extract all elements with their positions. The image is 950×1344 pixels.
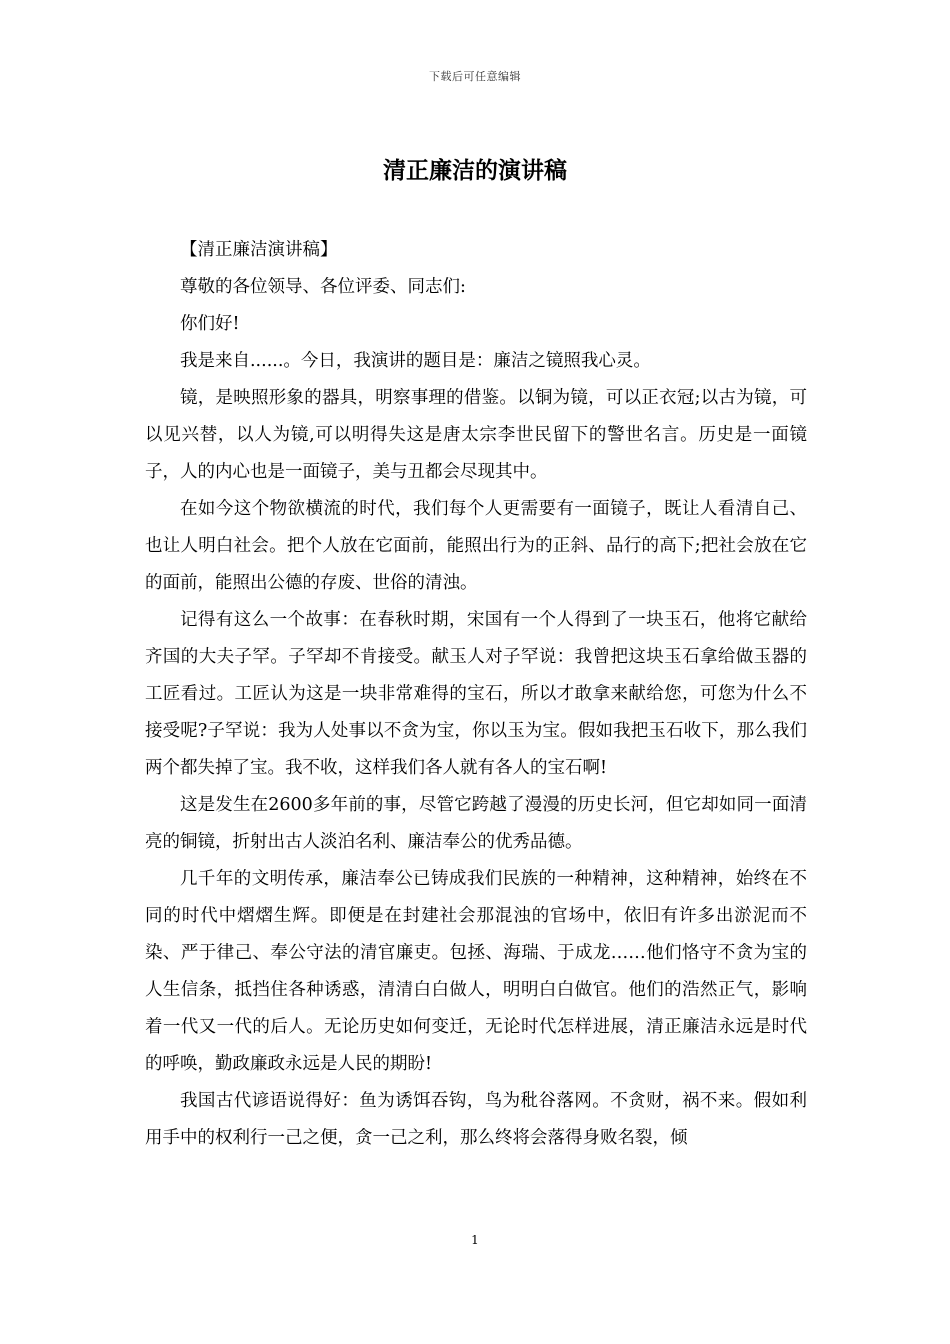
page-number: 1 [471,1233,479,1247]
document-body [145,232,807,1157]
paragraph-salutation: 尊敬的各位领导、各位评委、同志们: [180,277,466,297]
paragraph-greeting: 你们好! [180,314,240,334]
paragraph-heading: 【清正廉洁演讲稿】 [180,240,338,260]
paragraph-story: 记得有这么一个故事：在春秋时期，宋国有一个人得到了一块玉石，他将它献给齐国的大夫子罕。子罕却不肯接受。献玉人对子罕说：我曾把这块玉石拿给做玉器的工匠看过。工匠认为这是一块非常难得的宝石，所以才敢拿来献给您，可您为什么不接受呢?子罕说：我为人处事以不贪为宝，你以玉为宝。假如我把玉石收下，那么我们两个都失掉了宝。我不收，这样我们各人就有各人的宝石啊! [145,610,807,778]
paragraph-era: 在如今这个物欲横流的时代，我们每个人更需要有一面镜子，既让人看清自己、也让人明白社会。把个人放在它面前，能照出行为的正斜、品行的高下;把社会放在它的面前，能照出公德的存废、世俗的清浊。 [145,499,807,593]
paragraph-intro: 我是来自......。今日，我演讲的题目是：廉洁之镜照我心灵。 [180,351,651,371]
paragraph-history: 这是发生在2600多年前的事，尽管它跨越了漫漫的历史长河，但它却如同一面清亮的铜镜，折射出古人淡泊名利、廉洁奉公的优秀品德。 [145,795,807,852]
paragraph-mirror: 镜，是映照形象的器具，明察事理的借鉴。以铜为镜，可以正衣冠;以古为镜，可以见兴替，以人为镜,可以明得失这是唐太宗李世民留下的警世名言。历史是一面镜子，人的内心也是一面镜子，美与丑都会尽现其中。 [145,388,807,482]
document-title: 清正廉洁的演讲稿 [383,158,567,184]
paragraph-tradition: 几千年的文明传承，廉洁奉公已铸成我们民族的一种精神，这种精神，始终在不同的时代中熠熠生辉。即便是在封建社会那混浊的官场中，依旧有许多出淤泥而不染、严于律己、奉公守法的清官廉吏。包拯、海瑞、于成龙……他们恪守不贪为宝的人生信条，抵挡住各种诱惑，清清白白做人，明明白白做官。他们的浩然正气，影响着一代又一代的后人。无论历史如何变迁，无论时代怎样进展，清正廉洁永远是时代的呼唤，勤政廉政永远是人民的期盼! [145,869,807,1074]
paragraph-proverb: 我国古代谚语说得好：鱼为诱饵吞钩，鸟为秕谷落网。不贪财，祸不来。假如利用手中的权利行一己之便，贪一己之利，那么终将会落得身败名裂，倾 [145,1091,807,1148]
page-header-note: 下载后可任意编辑 [429,70,521,83]
